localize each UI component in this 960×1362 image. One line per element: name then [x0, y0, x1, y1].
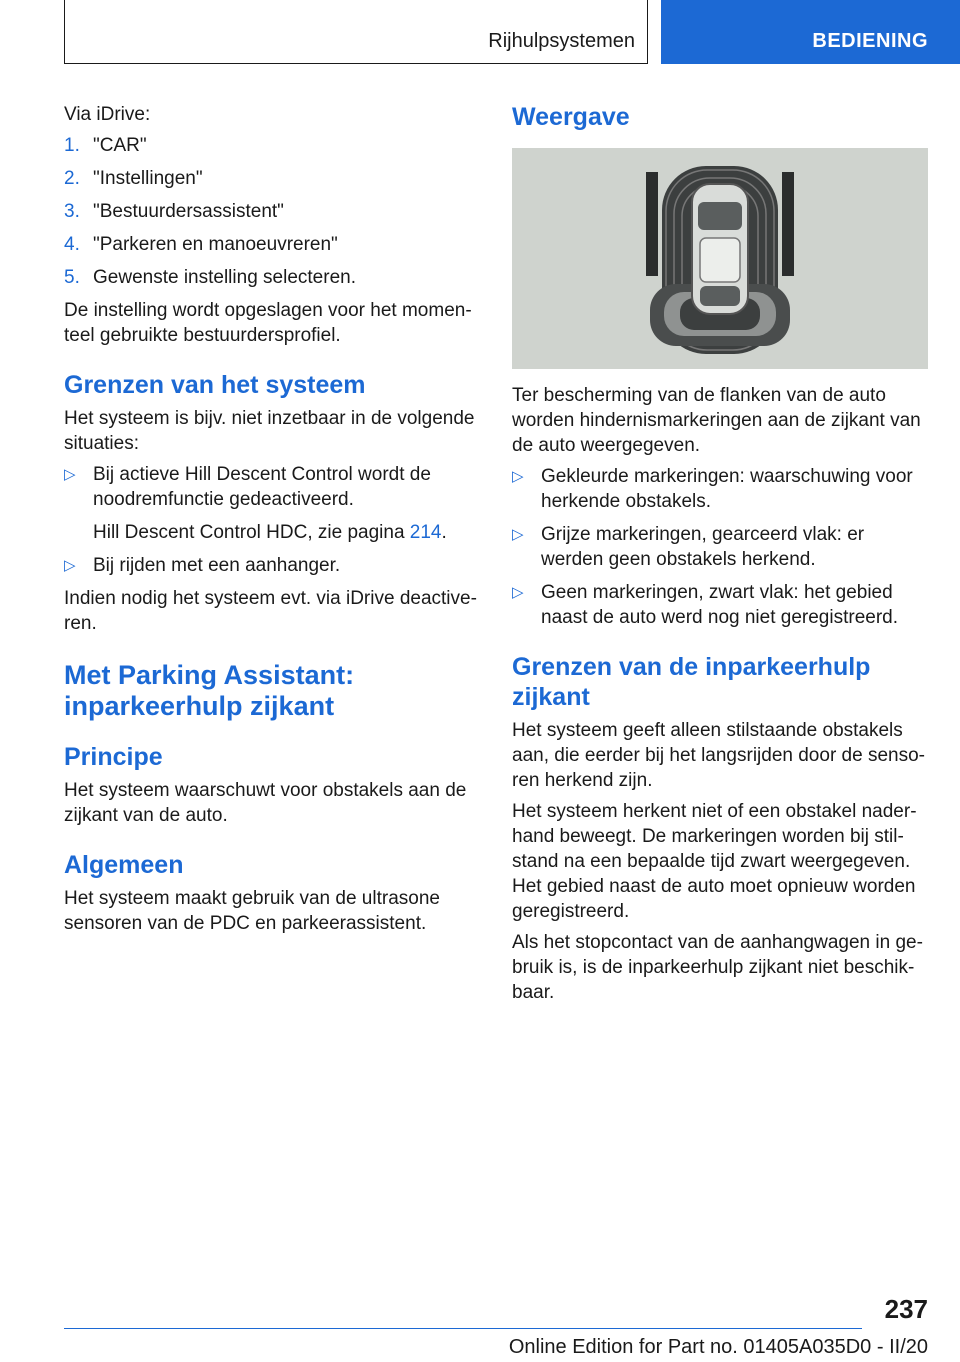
list-item: [512, 522, 928, 572]
triangle-bullet-icon: ▷: [64, 557, 76, 574]
list-item: [64, 232, 478, 257]
cross-reference-prefix: Hill Descent Control HDC, zie pagina: [93, 522, 410, 543]
list-item: [64, 553, 478, 578]
step-text: Gewenste instelling selecteren.: [93, 267, 356, 288]
main-heading: Met Parking Assistant: inparkeerhulp zijkant: [64, 660, 355, 721]
list-item: [64, 166, 478, 191]
page-link[interactable]: 214: [409, 522, 442, 543]
principle-heading: Principe: [64, 743, 163, 771]
display-intro: Ter bescherming van de flanken van de auto worden hindernismarkeringen aan de zijkant van de auto weergegeven.: [512, 385, 921, 456]
header-section-box: [64, 0, 648, 64]
limit-item-text: Bij rijden met een aanhanger.: [93, 555, 341, 576]
step-number: 2.: [64, 168, 80, 189]
car-top-view-icon: [512, 148, 928, 369]
step-number: 5.: [64, 267, 80, 288]
limit-item-text: Bij actieve Hill Descent Control wordt de noodremfunctie gedeactiveerd.: [93, 464, 431, 510]
parking-display-figure: [512, 148, 928, 369]
display-item-text: Geen markeringen, zwart vlak: het gebied naast de auto werd nog niet geregistreerd.: [541, 582, 899, 628]
left-column: [64, 102, 478, 942]
limits-heading: Grenzen van het systeem: [64, 371, 366, 399]
header-section-title: Rijhulpsystemen: [488, 30, 635, 52]
step-text: "CAR": [93, 135, 147, 156]
side-limits-p2: Het systeem herkent niet of een obstakel naderhand beweegt. De markeringen worden bij stilstand na een bepaalde tijd zwart weergegeven. Het gebied naast de auto moet opnieuw worden geregistreerd.: [512, 801, 917, 922]
side-limits-heading: Grenzen van de inparkeerhulp zijkant: [512, 653, 871, 711]
limits-list: [64, 462, 478, 578]
side-limits-p1: Het systeem geeft alleen stilstaande obstakels aan, die eerder bij het langsrijden door de sensoren herkend zijn.: [512, 720, 925, 791]
step-number: 1.: [64, 135, 80, 156]
step-text: "Parkeren en manoeuvreren": [93, 234, 338, 255]
triangle-bullet-icon: ▷: [512, 526, 524, 543]
right-column: [512, 102, 928, 1011]
list-item: [64, 133, 478, 158]
cross-reference-suffix: .: [441, 522, 447, 543]
idrive-steps-list: [64, 133, 478, 290]
step-number: 4.: [64, 234, 80, 255]
list-item: [512, 580, 928, 630]
limits-intro: Het systeem is bijv. niet inzetbaar in de volgende situaties:: [64, 408, 475, 454]
step-text: "Instellingen": [93, 168, 203, 189]
side-limits-p3: Als het stopcontact van de aanhangwagen in gebruik is, is de inparkeerhulp zijkant niet beschikbaar.: [512, 932, 923, 1003]
general-heading: Algemeen: [64, 851, 184, 879]
principle-text: Het systeem waarschuwt voor obstakels aan de zijkant van de auto.: [64, 780, 467, 826]
list-item: [512, 464, 928, 514]
display-item-text: Gekleurde markeringen: waarschuwing voor herkende obstakels.: [541, 466, 913, 512]
cross-reference: [93, 520, 478, 545]
list-item: [64, 265, 478, 290]
display-list: [512, 464, 928, 630]
triangle-bullet-icon: ▷: [64, 466, 76, 483]
triangle-bullet-icon: ▷: [512, 584, 524, 601]
list-item: [64, 462, 478, 545]
header-chapter-tab[interactable]: [661, 0, 960, 64]
footer-edition: Online Edition for Part no. 01405A035D0 - II/20: [508, 1336, 928, 1358]
display-heading: Weergave: [512, 103, 630, 131]
step-text: "Bestuurdersassistent": [93, 201, 284, 222]
general-text: Het systeem maakt gebruik van de ultrasone sensoren van de PDC en parkeerassistent.: [64, 888, 440, 934]
display-item-text: Grijze markeringen, gearceerd vlak: er werden geen obstakels herkend.: [541, 524, 865, 570]
header-chapter-label: BEDIENING: [812, 30, 928, 52]
saved-note: De instelling wordt opgeslagen voor het momenteel gebruikte bestuurdersprofiel.: [64, 300, 472, 346]
list-item: [64, 199, 478, 224]
footer-divider: [64, 1328, 862, 1329]
deactivate-note: Indien nodig het systeem evt. via iDrive deactiveren.: [64, 588, 477, 634]
idrive-intro: Via iDrive:: [64, 104, 151, 125]
page-number: 237: [884, 1294, 928, 1324]
triangle-bullet-icon: ▷: [512, 468, 524, 485]
step-number: 3.: [64, 201, 80, 222]
